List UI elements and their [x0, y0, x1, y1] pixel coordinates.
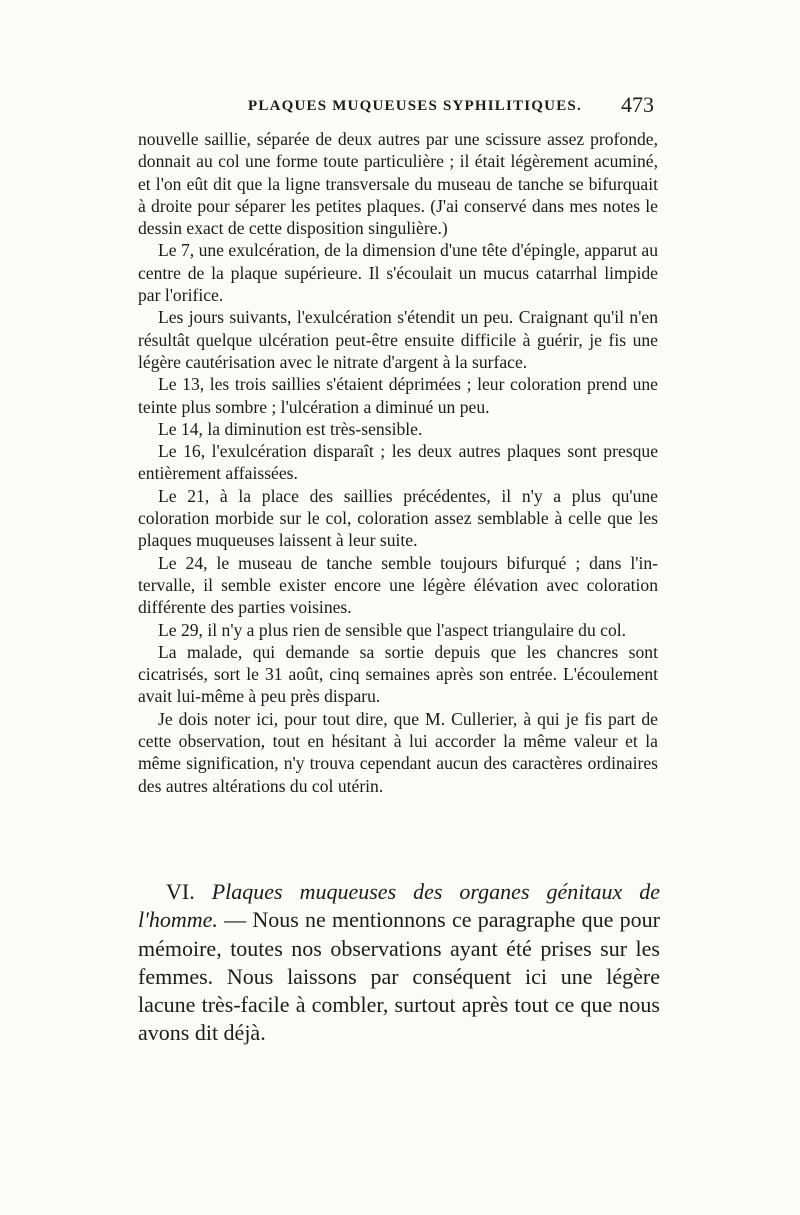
paragraph: Le 13, les trois saillies s'étaient déprimées ; leur coloration prend une teinte plus sombre ; l'ulcération a diminué un peu.	[138, 374, 658, 417]
paragraph: Le 7, une exulcération, de la dimension d'une tête d'épingle, apparut au centre de la plaque supérieure. Il s'écoulait un mucus catarrhal limpide par l'orifice.	[138, 240, 658, 306]
section-paragraph	[138, 878, 660, 1048]
paragraph: Les jours suivants, l'exulcération s'étendit un peu. Craignant qu'il n'en résultât quelque ulcération peut-être ensuite difficile à guérir, je fis une légère cautérisation avec le nitrate d'argent à la surface.	[138, 307, 658, 372]
paragraph: Le 24, le museau de tanche semble toujours bifurqué ; dans l'intervalle, il semble exister encore une légère élévation avec coloration différente des parties voisines.	[138, 552, 658, 618]
paragraph: Le 16, l'exulcération disparaît ; les deux autres plaques sont presque entièrement affaissées.	[138, 441, 658, 484]
paragraph: La malade, qui demande sa sortie depuis que les chancres sont cicatrisés, sort le 31 août, cinq semaines après son entrée. L'écoulement avait lui-même à peu près disparu.	[138, 641, 658, 707]
section-vi	[138, 878, 660, 1048]
paragraph: Je dois noter ici, pour tout dire, que M. Cullerier, à qui je fis part de cette observation, tout en hésitant à lui accorder la même valeur et la même signification, n'y trouva cependant aucun des caractères ordinaires des autres altérations du col utérin.	[138, 708, 658, 796]
paragraph: Le 29, il n'y a plus rien de sensible que l'aspect triangulaire du col.	[158, 619, 627, 640]
page-number: 473	[621, 92, 654, 117]
running-head	[140, 94, 660, 124]
section-body: — Nous ne mentionnons ce paragraphe que pour mémoire, toutes nos observations ayant été prises sur les femmes. Nous laissons par conséquent ici une légère lacune très-facile à combler, surtout après tout ce que nous avons dit déjà.	[138, 907, 660, 1046]
section-number: VI.	[166, 879, 195, 904]
section-title: Plaques muqueuses des organes génitaux de l'homme.	[138, 879, 660, 933]
paragraph: Le 21, à la place des saillies précédentes, il n'y a plus qu'une coloration morbide sur le col, coloration assez semblable à celle que les plaques muqueuses laissent à leur suite.	[138, 485, 658, 551]
paragraph: nouvelle saillie, séparée de deux autres par une scissure assez profonde, donnait au col une forme toute particulière ; il était légèrement acuminé, et l'on eût dit que la ligne transversale du museau de tanche se bifurquait à droite pour séparer les petites plaques. (J'ai conservé dans mes notes le dessin exact de cette disposition singulière.)	[138, 129, 658, 239]
running-title: PLAQUES MUQUEUSES SYPHILITIQUES.	[248, 98, 582, 114]
paragraph: Le 14, la diminution est très-sensible.	[158, 418, 423, 439]
body-text	[138, 128, 658, 797]
